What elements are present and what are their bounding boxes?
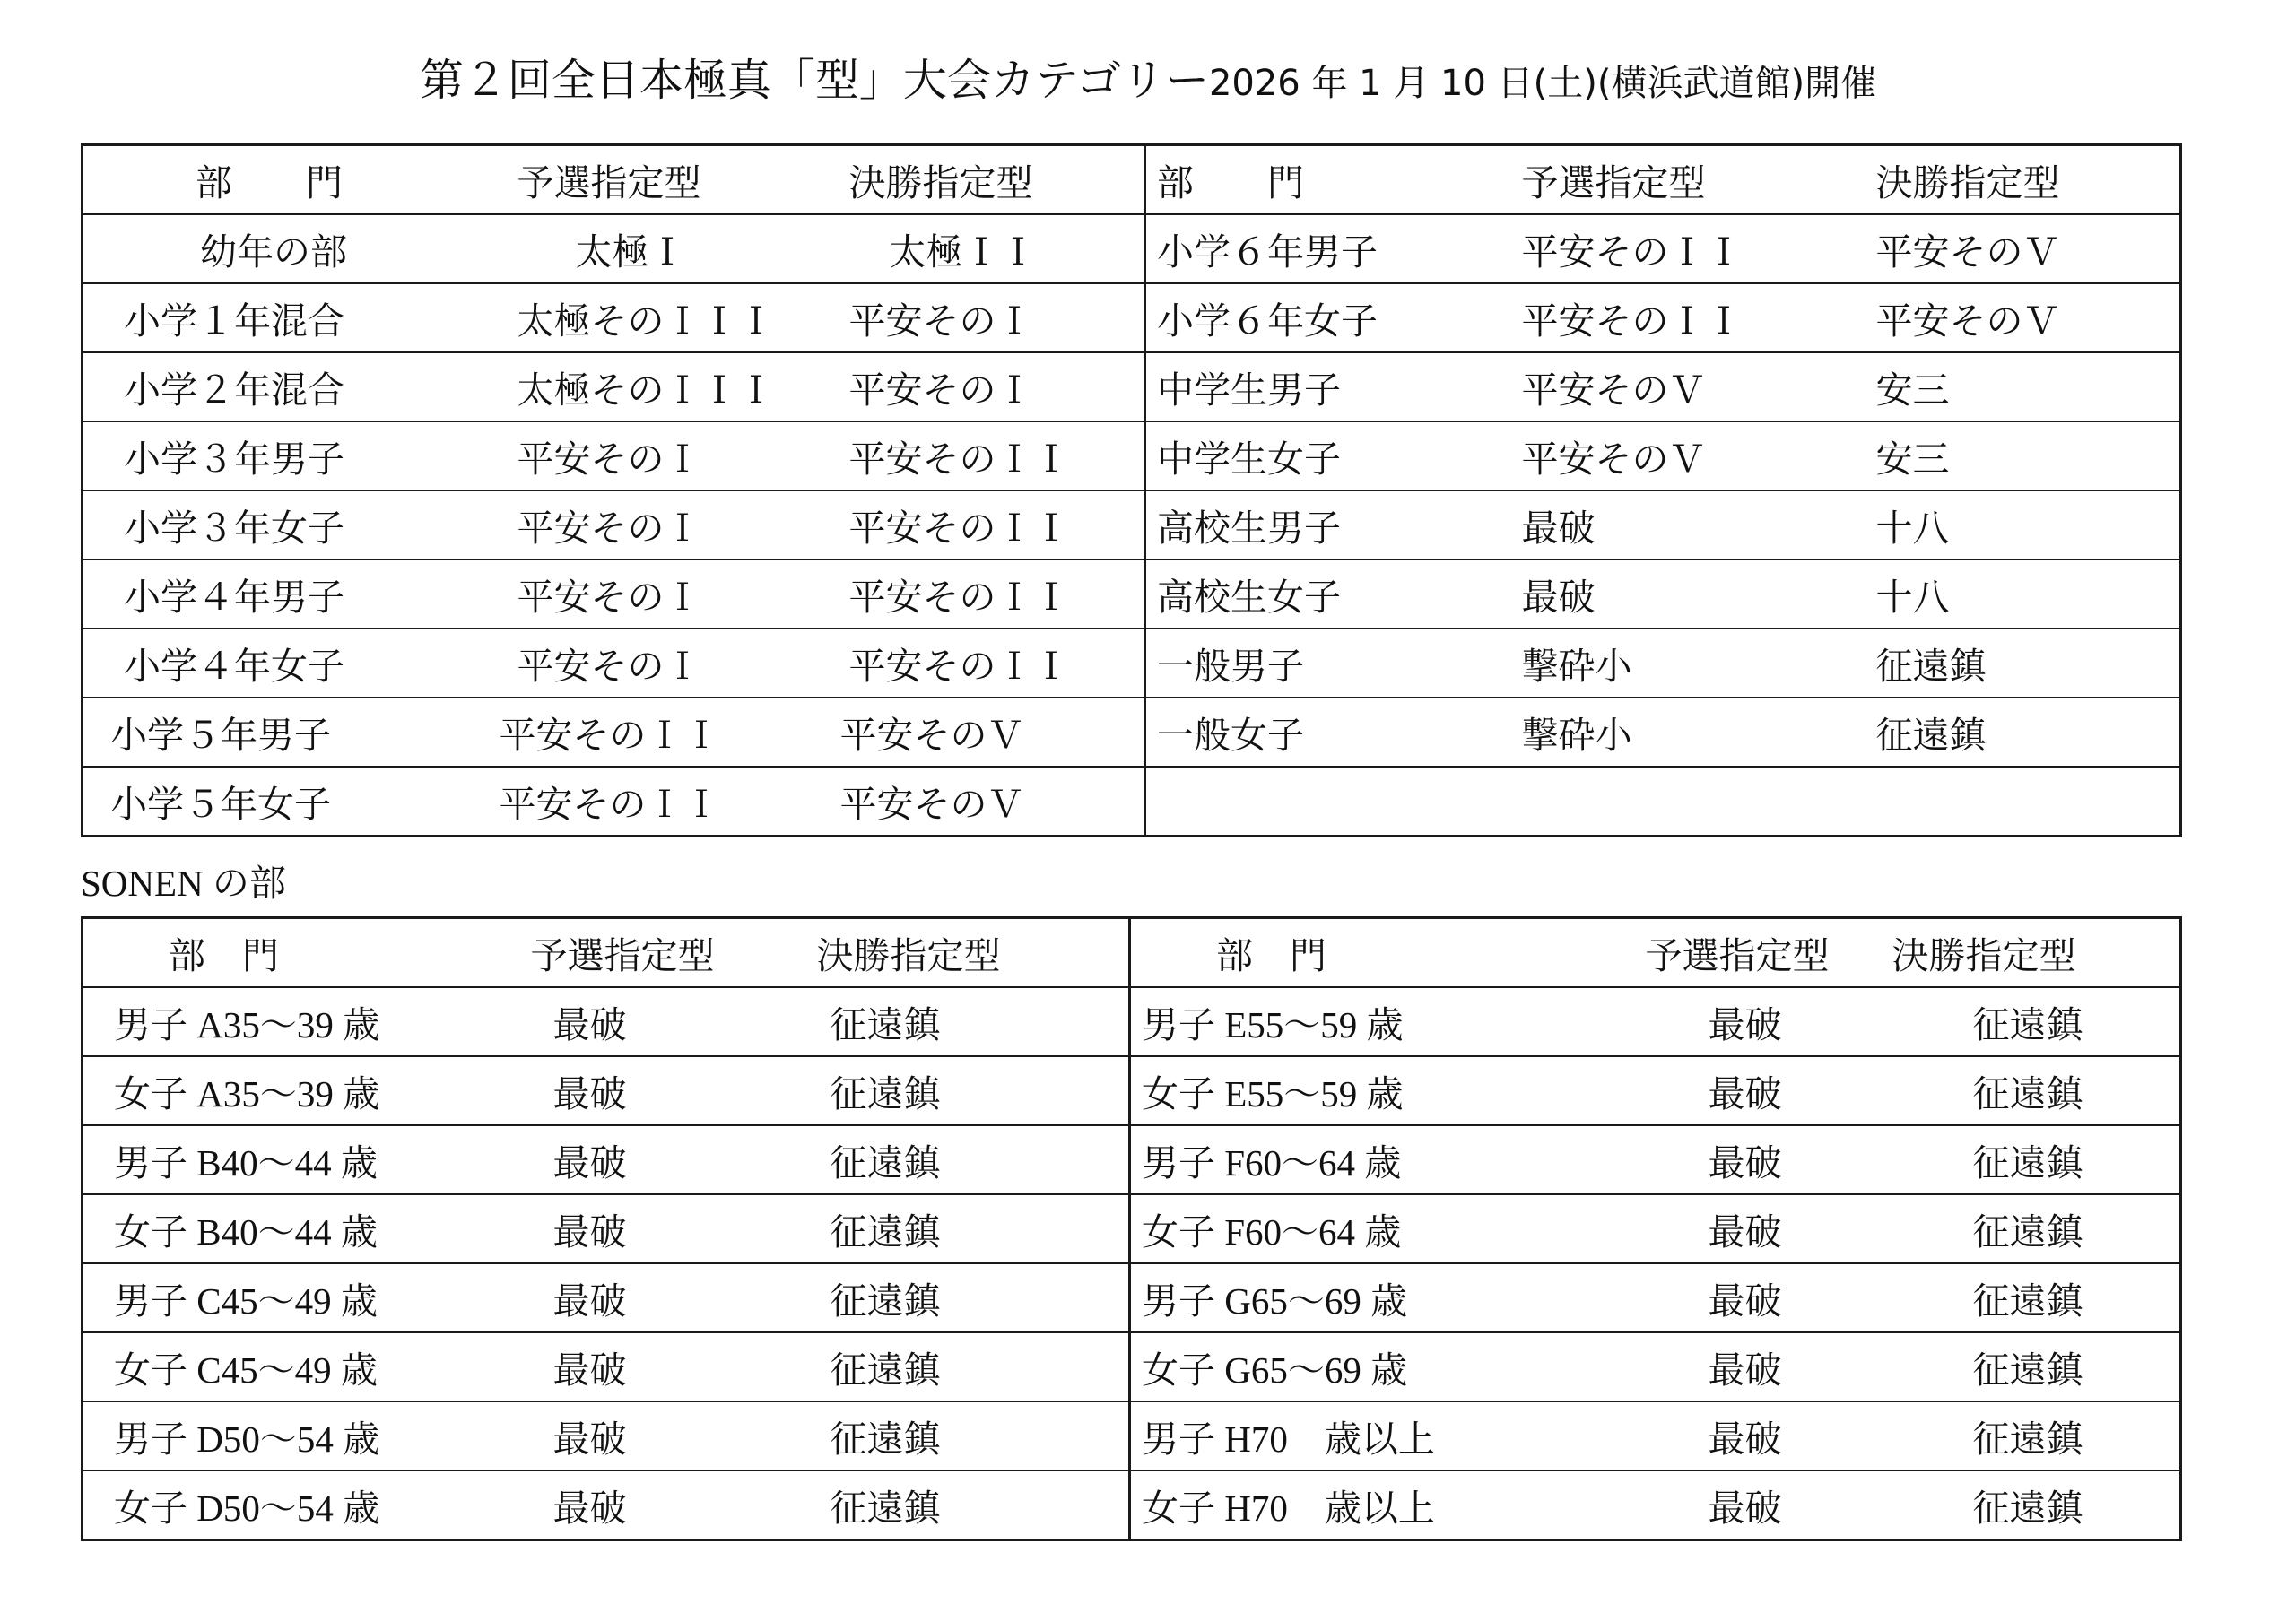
final-kata-cell: 太極ＩＩ — [813, 214, 1145, 283]
final-kata-cell: 平安そのＩＩ — [813, 559, 1145, 629]
header-final-kata: 決勝指定型 — [742, 918, 1130, 988]
division-cell: 小学２年混合 — [83, 352, 468, 421]
final-kata-cell: 征遠鎮 — [742, 1401, 1130, 1470]
final-kata-cell: 征遠鎮 — [742, 987, 1130, 1056]
table-row — [83, 352, 2181, 421]
page-title — [0, 49, 2296, 115]
final-kata-cell: 安三 — [1876, 352, 2181, 421]
division-cell: 男子 C45～49 歳 — [83, 1263, 468, 1332]
table-row — [83, 1125, 2181, 1194]
division-cell: 小学５年男子 — [83, 698, 468, 767]
division-cell: 女子 F60～64 歳 — [1130, 1194, 1570, 1263]
preliminary-kata-cell: 平安そのＶ — [1522, 421, 1876, 490]
preliminary-kata-cell: 太極Ｉ — [468, 214, 813, 283]
table-row — [83, 559, 2181, 629]
table-header-row — [83, 918, 2181, 988]
table-row — [83, 214, 2181, 283]
preliminary-kata-cell: 最破 — [468, 987, 742, 1056]
table-row — [83, 767, 2181, 837]
division-cell: 女子 B40～44 歳 — [83, 1194, 468, 1263]
preliminary-kata-cell: 最破 — [1570, 1263, 1857, 1332]
final-kata-cell: 征遠鎮 — [1857, 1332, 2181, 1401]
preliminary-kata-cell: 平安そのＩ — [468, 490, 813, 559]
preliminary-kata-cell: 最破 — [468, 1125, 742, 1194]
preliminary-kata-cell: 最破 — [1570, 1194, 1857, 1263]
division-cell: 男子 B40～44 歳 — [83, 1125, 468, 1194]
preliminary-kata-cell: 平安そのＩ — [468, 559, 813, 629]
table-row — [83, 1401, 2181, 1470]
division-cell: 中学生男子 — [1145, 352, 1522, 421]
final-kata-cell: 平安そのＩＩ — [813, 629, 1145, 698]
division-cell: 男子 G65～69 歳 — [1130, 1263, 1570, 1332]
final-kata-cell: 征遠鎮 — [1857, 1125, 2181, 1194]
final-kata-cell: 十八 — [1876, 559, 2181, 629]
preliminary-kata-cell: 平安そのＩＩ — [468, 767, 813, 837]
preliminary-kata-cell: 最破 — [1522, 490, 1876, 559]
final-kata-cell — [1876, 767, 2181, 837]
final-kata-cell: 平安そのＶ — [813, 698, 1145, 767]
title-date: 2026 年 1 月 10 日(土)(横浜武道館)開催 — [1208, 63, 1877, 104]
division-cell: 小学６年女子 — [1145, 283, 1522, 352]
preliminary-kata-cell: 平安そのＩ — [468, 629, 813, 698]
final-kata-cell: 征遠鎮 — [1857, 1056, 2181, 1125]
preliminary-kata-cell: 平安そのＩＩ — [1522, 214, 1876, 283]
final-kata-cell: 征遠鎮 — [742, 1332, 1130, 1401]
division-cell: 小学４年女子 — [83, 629, 468, 698]
header-division: 部 門 — [83, 918, 468, 988]
header-preliminary-kata: 予選指定型 — [1570, 918, 1857, 988]
header-preliminary-kata: 予選指定型 — [468, 145, 813, 215]
preliminary-kata-cell: 平安そのＩＩ — [1522, 283, 1876, 352]
preliminary-kata-cell — [1522, 767, 1876, 837]
table-row — [83, 1263, 2181, 1332]
header-final-kata: 決勝指定型 — [1857, 918, 2181, 988]
preliminary-kata-cell: 最破 — [468, 1056, 742, 1125]
division-cell: 小学６年男子 — [1145, 214, 1522, 283]
preliminary-kata-cell: 最破 — [1570, 1125, 1857, 1194]
final-kata-cell: 征遠鎮 — [1876, 629, 2181, 698]
table-row — [83, 1332, 2181, 1401]
final-kata-cell: 安三 — [1876, 421, 2181, 490]
final-kata-cell: 平安そのＩ — [813, 283, 1145, 352]
header-final-kata: 決勝指定型 — [813, 145, 1145, 215]
table-row — [83, 1194, 2181, 1263]
division-cell: 女子 E55～59 歳 — [1130, 1056, 1570, 1125]
preliminary-kata-cell: 最破 — [468, 1401, 742, 1470]
division-cell: 男子 E55～59 歳 — [1130, 987, 1570, 1056]
preliminary-kata-cell: 最破 — [468, 1194, 742, 1263]
final-kata-cell: 平安そのＶ — [1876, 214, 2181, 283]
table-row — [83, 698, 2181, 767]
final-kata-cell: 十八 — [1876, 490, 2181, 559]
final-kata-cell: 平安そのＶ — [813, 767, 1145, 837]
division-cell: 小学３年女子 — [83, 490, 468, 559]
header-division: 部 門 — [1145, 145, 1522, 215]
category-table-body — [83, 145, 2181, 837]
division-cell: 女子 D50～54 歳 — [83, 1470, 468, 1540]
preliminary-kata-cell: 最破 — [1570, 1332, 1857, 1401]
category-table — [81, 143, 2182, 837]
final-kata-cell: 征遠鎮 — [1857, 1263, 2181, 1332]
division-cell: 小学４年男子 — [83, 559, 468, 629]
final-kata-cell: 征遠鎮 — [742, 1194, 1130, 1263]
division-cell: 中学生女子 — [1145, 421, 1522, 490]
header-preliminary-kata: 予選指定型 — [1522, 145, 1876, 215]
header-final-kata: 決勝指定型 — [1876, 145, 2181, 215]
final-kata-cell: 征遠鎮 — [742, 1470, 1130, 1540]
preliminary-kata-cell: 平安そのＩ — [468, 421, 813, 490]
sonen-section-label: SONEN の部 — [81, 863, 286, 904]
final-kata-cell: 征遠鎮 — [742, 1125, 1130, 1194]
preliminary-kata-cell: 最破 — [1570, 987, 1857, 1056]
final-kata-cell: 征遠鎮 — [1876, 698, 2181, 767]
division-cell: 女子 H70 歳以上 — [1130, 1470, 1570, 1540]
header-division: 部 門 — [83, 145, 468, 215]
sonen-table-body — [83, 918, 2181, 1540]
table-row — [83, 987, 2181, 1056]
division-cell: 男子 F60～64 歳 — [1130, 1125, 1570, 1194]
division-cell: 男子 H70 歳以上 — [1130, 1401, 1570, 1470]
preliminary-kata-cell: 太極そのＩＩＩ — [468, 283, 813, 352]
preliminary-kata-cell: 平安そのＶ — [1522, 352, 1876, 421]
final-kata-cell: 征遠鎮 — [1857, 987, 2181, 1056]
final-kata-cell: 平安そのＶ — [1876, 283, 2181, 352]
division-cell: 高校生男子 — [1145, 490, 1522, 559]
preliminary-kata-cell: 最破 — [468, 1332, 742, 1401]
final-kata-cell: 征遠鎮 — [742, 1056, 1130, 1125]
final-kata-cell: 平安そのＩ — [813, 352, 1145, 421]
division-cell: 一般女子 — [1145, 698, 1522, 767]
preliminary-kata-cell: 撃砕小 — [1522, 698, 1876, 767]
division-cell: 小学５年女子 — [83, 767, 468, 837]
header-preliminary-kata: 予選指定型 — [468, 918, 742, 988]
preliminary-kata-cell: 最破 — [1570, 1056, 1857, 1125]
preliminary-kata-cell: 平安そのＩＩ — [468, 698, 813, 767]
sonen-table — [81, 916, 2182, 1541]
division-cell: 女子 G65～69 歳 — [1130, 1332, 1570, 1401]
table-row — [83, 1470, 2181, 1540]
division-cell — [1145, 767, 1522, 837]
table-row — [83, 1056, 2181, 1125]
table-row — [83, 421, 2181, 490]
header-division: 部 門 — [1130, 918, 1570, 988]
final-kata-cell: 征遠鎮 — [1857, 1401, 2181, 1470]
division-cell: 小学３年男子 — [83, 421, 468, 490]
preliminary-kata-cell: 最破 — [468, 1263, 742, 1332]
table-row — [83, 629, 2181, 698]
preliminary-kata-cell: 撃砕小 — [1522, 629, 1876, 698]
division-cell: 一般男子 — [1145, 629, 1522, 698]
final-kata-cell: 征遠鎮 — [1857, 1194, 2181, 1263]
table-row — [83, 490, 2181, 559]
preliminary-kata-cell: 太極そのＩＩＩ — [468, 352, 813, 421]
preliminary-kata-cell: 最破 — [468, 1470, 742, 1540]
division-cell: 女子 A35～39 歳 — [83, 1056, 468, 1125]
division-cell: 男子 D50～54 歳 — [83, 1401, 468, 1470]
division-cell: 男子 A35～39 歳 — [83, 987, 468, 1056]
preliminary-kata-cell: 最破 — [1570, 1401, 1857, 1470]
final-kata-cell: 征遠鎮 — [1857, 1470, 2181, 1540]
division-cell: 女子 C45～49 歳 — [83, 1332, 468, 1401]
table-row — [83, 283, 2181, 352]
division-cell: 小学１年混合 — [83, 283, 468, 352]
final-kata-cell: 征遠鎮 — [742, 1263, 1130, 1332]
table-header-row — [83, 145, 2181, 215]
preliminary-kata-cell: 最破 — [1522, 559, 1876, 629]
preliminary-kata-cell: 最破 — [1570, 1470, 1857, 1540]
division-cell: 幼年の部 — [83, 214, 468, 283]
final-kata-cell: 平安そのＩＩ — [813, 421, 1145, 490]
final-kata-cell: 平安そのＩＩ — [813, 490, 1145, 559]
division-cell: 高校生女子 — [1145, 559, 1522, 629]
title-main: 第２回全日本極真「型」大会カテゴリー — [419, 55, 1209, 106]
